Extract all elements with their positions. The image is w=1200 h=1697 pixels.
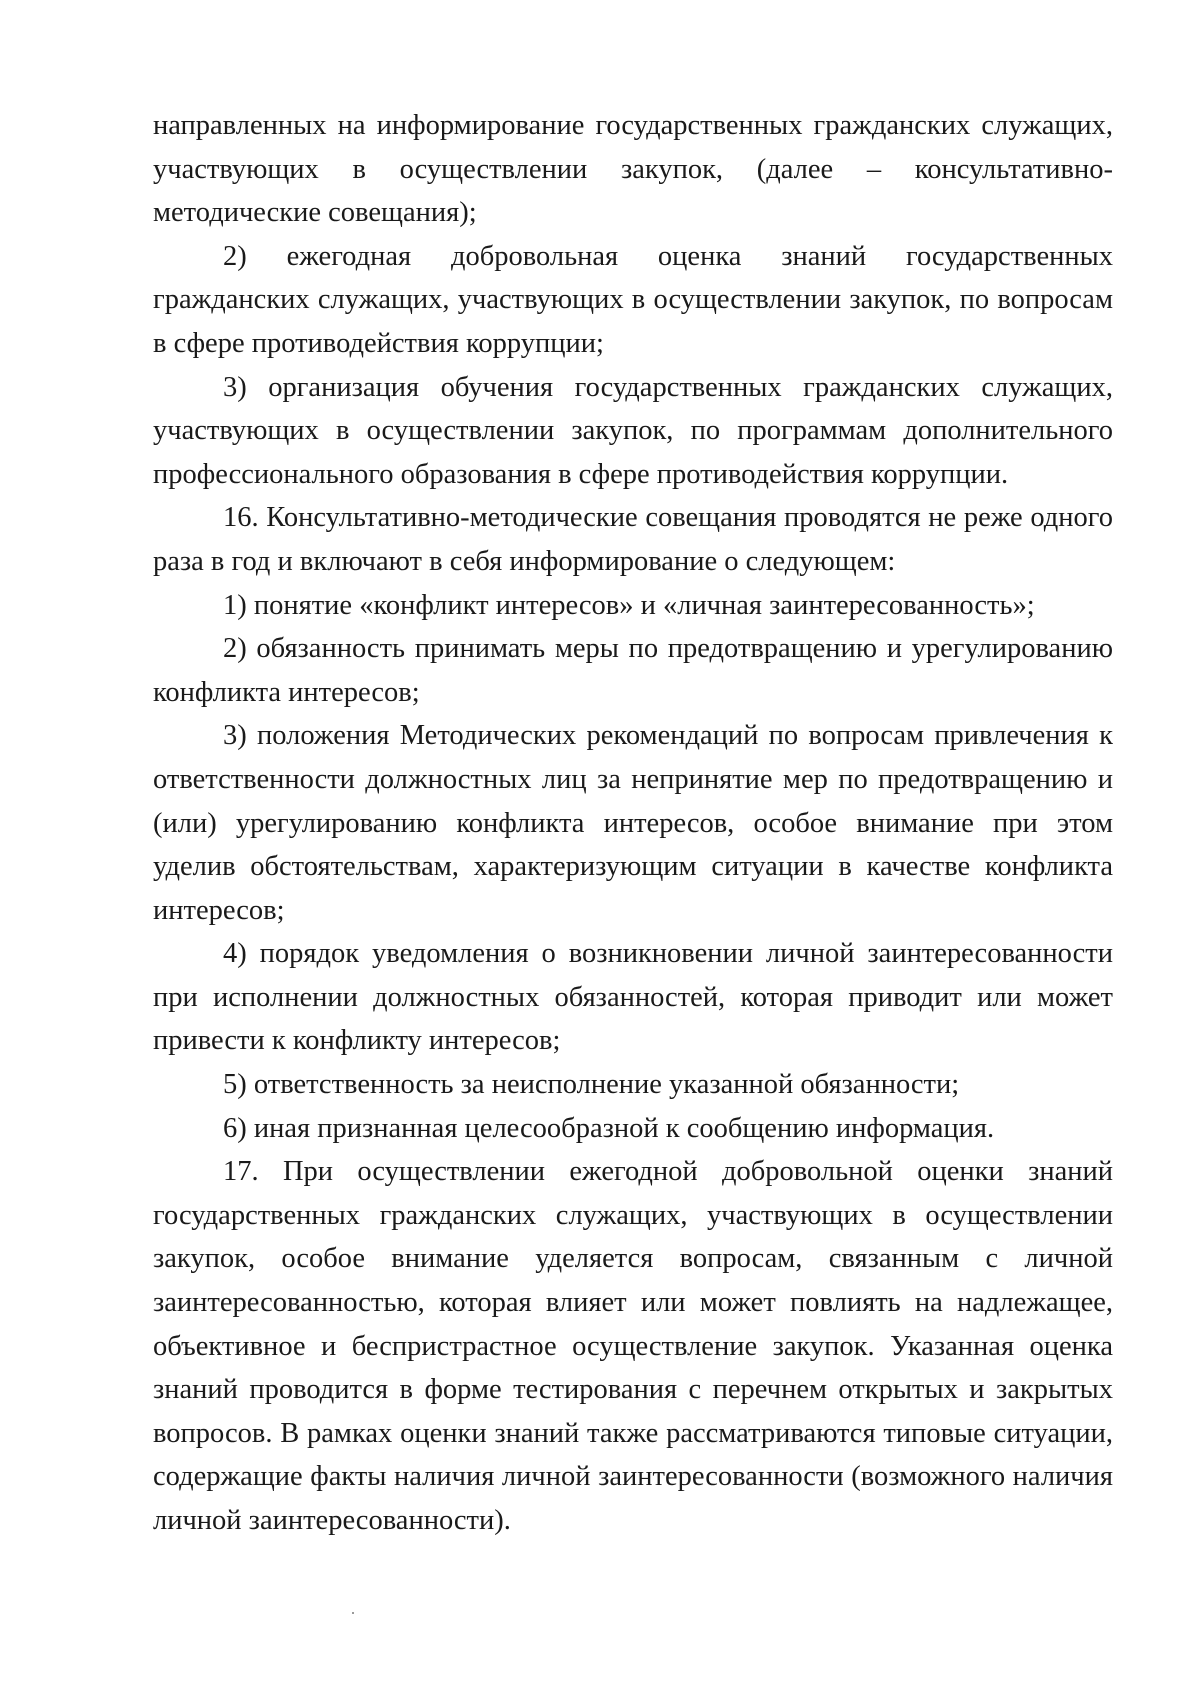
section-17: 17. При осуществлении ежегодной добровольной оценки знаний государственных гражданских служащих, участвующих в осуществлении закупок, особое внимание уделяется вопросам, связанным с личной заинтересованностью, которая влияет или может повлиять на надлежащее, объективное и беспристрастное осуществление закупок. Указанная оценка знаний проводится в форме тестирования с перечнем открытых и закрытых вопросов. В рамках оценки знаний также рассматриваются типовые ситуации, содержащие факты наличия личной заинтересованности (возможного наличия личной заинтересованности). bbox=[153, 1156, 1113, 1536]
scan-speck bbox=[352, 1612, 354, 1614]
list-item-6: 6) иная признанная целесообразной к сообщению информация. bbox=[223, 1112, 995, 1144]
list-item-2b: 2) обязанность принимать меры по предотвращению и урегулированию конфликта интересов; bbox=[153, 633, 1113, 708]
section-16: 16. Консультативно-методические совещания проводятся не реже одного раза в год и включают в себя информирование о следующем: bbox=[153, 502, 1113, 577]
list-item-5: 5) ответственность за неисполнение указанной обязанности; bbox=[223, 1069, 960, 1101]
list-item-3: 3) организация обучения государственных гражданских служащих, участвующих в осуществлении закупок, по программам дополнительного профессионального образования в сфере противодействия коррупции. bbox=[153, 371, 1113, 490]
list-item-4: 4) порядок уведомления о возникновении личной заинтересованности при исполнении должностных обязанностей, которая приводит или может привести к конфликту интересов; bbox=[153, 938, 1113, 1057]
document-body bbox=[153, 104, 1113, 1543]
paragraph-continuation: направленных на информирование государственных гражданских служащих, участвующих в осуществлении закупок, (далее – консультативно-методические совещания); bbox=[153, 110, 1113, 229]
list-item-3b: 3) положения Методических рекомендаций по вопросам привлечения к ответственности должностных лиц за непринятие мер по предотвращению и (или) урегулированию конфликта интересов, особое внимание при этом уделив обстоятельствам, характеризующим ситуации в качестве конфликта интересов; bbox=[153, 720, 1113, 926]
list-item-1: 1) понятие «конфликт интересов» и «личная заинтересованность»; bbox=[223, 589, 1035, 621]
list-item-2: 2) ежегодная добровольная оценка знаний государственных гражданских служащих, участвующих в осуществлении закупок, по вопросам в сфере противодействия коррупции; bbox=[153, 240, 1113, 359]
